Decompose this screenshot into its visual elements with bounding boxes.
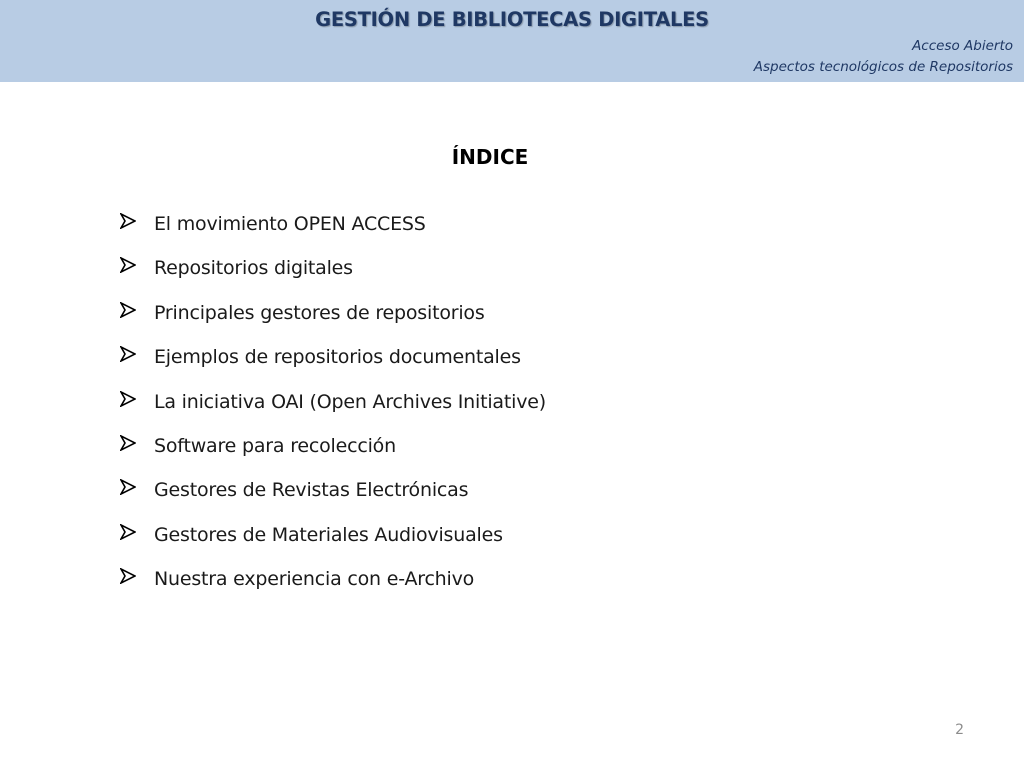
toc-item	[120, 210, 546, 254]
toc-item-label: El movimiento OPEN ACCESS	[154, 213, 426, 235]
toc-item-label: Gestores de Revistas Electrónicas	[154, 479, 469, 502]
toc-item	[120, 432, 546, 476]
arrow-bullet-icon	[120, 254, 154, 273]
arrow-bullet-icon	[120, 565, 154, 584]
toc-item	[120, 254, 546, 298]
arrow-bullet-icon	[120, 299, 154, 318]
toc-item-label: Software para recolección	[154, 434, 396, 457]
index-heading: ÍNDICE	[451, 145, 529, 169]
toc-item-label: Gestores de Materiales Audiovisuales	[154, 523, 503, 546]
arrow-bullet-icon	[120, 476, 154, 495]
arrow-bullet-icon	[120, 343, 154, 362]
slide-number: 2	[955, 722, 964, 738]
toc-item	[120, 476, 546, 520]
toc-item	[120, 343, 546, 387]
toc-item-label: Principales gestores de repositorios	[154, 301, 485, 324]
arrow-bullet-icon	[120, 388, 154, 407]
toc-item	[120, 521, 546, 565]
toc-item-label: La iniciativa OAI (Open Archives Initiative)	[154, 390, 546, 413]
section-title: Acceso Abierto	[912, 38, 1013, 54]
arrow-bullet-icon	[120, 521, 154, 540]
subsection-title: Aspectos tecnológicos de Repositorios	[753, 59, 1013, 75]
arrow-bullet-icon	[120, 210, 154, 229]
presentation-title: GESTIÓN DE BIBLIOTECAS DIGITALES	[315, 8, 709, 31]
toc-item-label: Repositorios digitales	[154, 257, 353, 280]
arrow-bullet-icon	[120, 432, 154, 451]
header-band	[0, 0, 1024, 82]
toc-item	[120, 299, 546, 343]
toc-item	[120, 388, 546, 432]
toc-item	[120, 565, 546, 609]
table-of-contents	[120, 210, 546, 610]
toc-item-label: Nuestra experiencia con e-Archivo	[154, 568, 475, 591]
toc-item-label: Ejemplos de repositorios documentales	[154, 346, 521, 369]
